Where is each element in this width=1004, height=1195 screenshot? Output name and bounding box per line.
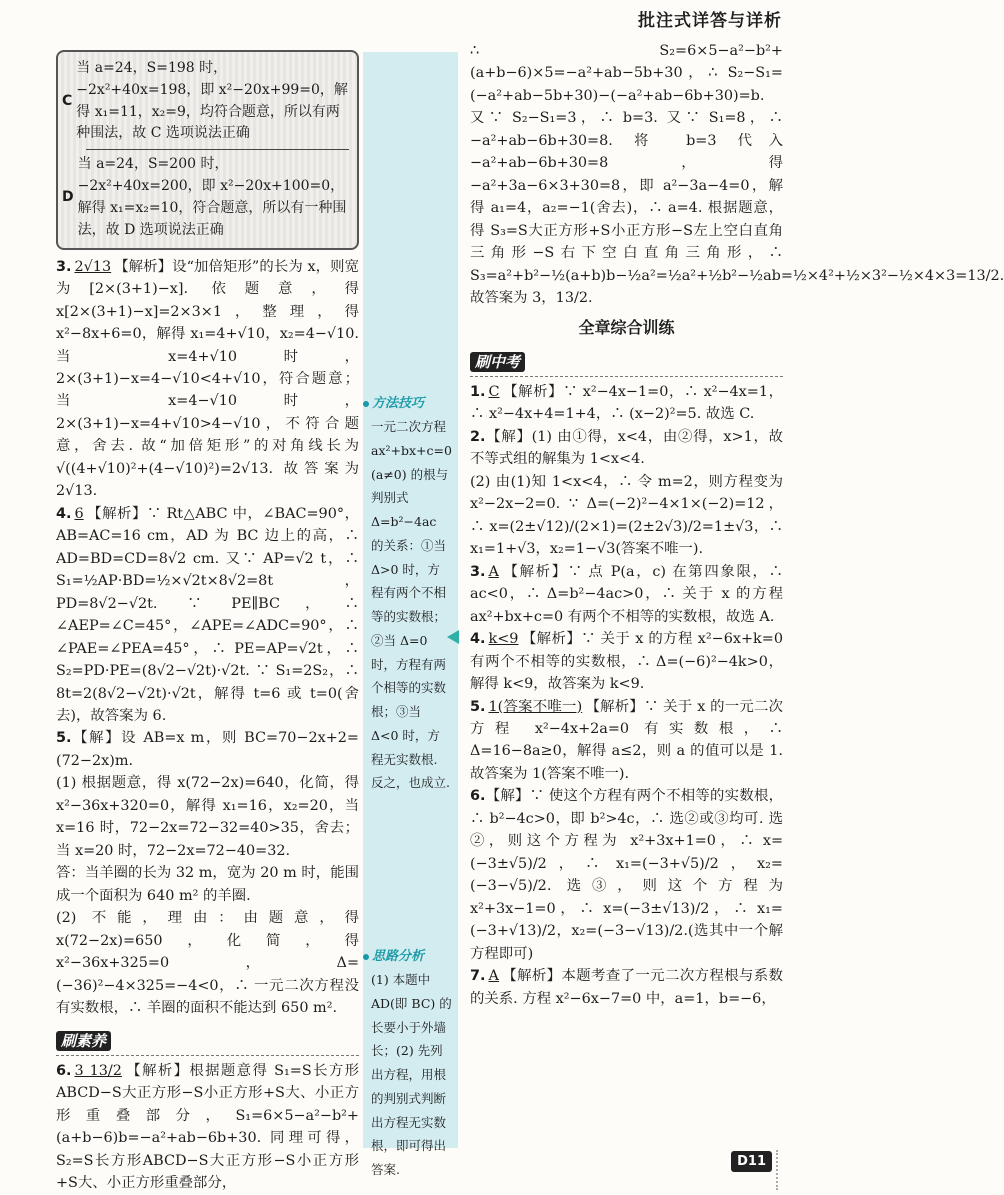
option-text: 当 a=24，S=200 时，−2x²+40x=200，即 x²−20x+100=0，解得 x₁=x₂=10，符合题意，所以有一种围法，故 D 选项说法正确 (77, 156, 347, 238)
answer: 1(答案不唯一) (488, 698, 583, 715)
page-number: D11 (731, 1151, 772, 1172)
dot-icon (363, 401, 369, 407)
item-6: 6. 3 13/2 【解析】根据题意得 S₁=S长方形ABCD−S大正方形−S小正方形+S大、小正方形重叠部分，S₁=6×5−a²−b²+(a+b−6)b=−a²+ab−6b+30. 同理可得，S₂=S长方形ABCD−S大正方形−S小正方形+S大、小正方形重叠部分， (56, 1062, 360, 1192)
section-label: 刷素养 (56, 1030, 359, 1056)
option-text: 当 a=24，S=198 时，−2x²+40x=198，即 x²−20x+99=0，解得 x₁=11，x₂=9，均符合题意，所以有两种围法，故 C 选项说法正确 (76, 60, 348, 142)
answer: 2√13 (74, 258, 112, 275)
answer: C (488, 383, 500, 400)
r-item-2-part2: (2) 由(1)知 1<x<4，∴ 令 m=2，则方程变为 x²−2x−2=0. ∵ Δ=(−2)²−4×1×(−2)=12，∴ x=(2±√12)/(2×1)=(2±2√3)/2=1±√3，∴ x₁=1+√3，x₂=1−√3(答案不唯一). (470, 473, 783, 558)
r-item-6: 6.【解】∵ 使这个方程有两个不相等的实数根，∴ b²−4c>0，即 b²>4c，∴ 选②或③均可. 选②，则这个方程为 x²+3x+1=0，∴ x=(−3±√5)/2，∴ x₁=(−3+√5)/2，x₂=(−3−√5)/2. 选③，则这个方程为 x²+3x−1=0，∴ x=(−3±√13)/2，∴ x₁=(−3+√13)/2，x₂=(−3−√13)/2.(选其中一个解方程即可) (470, 788, 783, 962)
left-column (56, 40, 359, 1195)
r-item-1: 1. C 【解析】∵ x²−4x−1=0，∴ x²−4x=1，∴ x²−4x+4=1+4，∴ (x−2)²=5. 故选 C. (470, 383, 783, 423)
answer: k<9 (488, 631, 519, 648)
page-corner-decoration (776, 1150, 800, 1190)
chapter-title: 全章综合训练 (578, 317, 675, 337)
r-item-5: 5. 1(答案不唯一) 【解析】∵ 关于 x 的一元二次方程 x²−4x+2a=0 有实数根，∴ Δ=16−8a≥0，解得 a≤2，则 a 的值可以是 1. 故答案为 1(答案不唯一). (470, 698, 783, 782)
dot-icon (363, 954, 369, 960)
page-header: 批注式详答与详析 (638, 11, 782, 31)
option-d (62, 149, 349, 241)
pointer-arrow-icon (447, 630, 459, 644)
option-letter: D (62, 189, 74, 206)
item-5: 5.【解】设 AB=x m，则 BC=70−2x+2=(72−2x)m. (56, 730, 359, 769)
answer: A (488, 563, 499, 580)
tip1-text: 一元二次方程 ax²+bx+c=0 (a≠0) 的根与判别式 Δ=b²−4ac 的关系：①当 Δ>0 时，方程有两个不相等的实数根；②当 Δ=0 时，方程有两个相等的实数根；③当 Δ<0 时，方程无实数根. 反之，也成立. (371, 419, 452, 791)
option-box (56, 50, 359, 250)
answer: A (488, 968, 499, 985)
item-4: 4. 6 【解析】∵ Rt△ABC 中，∠BAC=90°，AB=AC=16 cm，AD 为 BC 边上的高，∴ AD=BD=CD=8√2 cm. 又∵ AP=√2 t，∴ S₁=½AP·BD=½×√2t×8√2=8t，PD=8√2−√2t. ∵ PE∥BC，∴ ∠AEP=∠C=45°，∠APE=∠ADC=90°，∴ ∠PAE=∠PEA=45°，∴ PE=AP=√2t，∴ S₂=PD·PE=(8√2−√2t)·√2t. ∵ S₁=2S₂，∴ 8t=2(8√2−√2t)·√2t，解得 t=6 或 t=0(舍去)，故答案为 6. (56, 505, 359, 724)
r-item-3: 3. A 【解析】∵ 点 P(a，c) 在第四象限，∴ ac<0，∴ Δ=b²−4ac>0，∴ 关于 x 的方程 ax²+bx+c=0 有两个不相等的实数根，故选 A. (470, 563, 783, 625)
r-item-4: 4. k<9 【解析】∵ 关于 x 的方程 x²−6x+k=0 有两个不相等的实数根，∴ Δ=(−6)²−4k>0，解得 k<9，故答案为 k<9. (470, 631, 783, 693)
tip2-text: (1) 本题中 AD(即 BC) 的长要小于外墙长；(2) 先列出方程，用根的判别式判断出方程无实数根，即可得出答案. (371, 972, 452, 1177)
item-5-part2: (2) 不能，理由：由题意，得 x(72−2x)=650，化简，得 x²−36x+325=0，Δ=(−36)²−4×325=−4<0，∴ 一元二次方程没有实数根，∴ 羊圈的面积不能达到 650 m². (56, 910, 359, 1017)
tip-thinking (363, 945, 458, 1182)
sidebar-notes (363, 52, 458, 1177)
answer: 3 13/2 (74, 1062, 122, 1079)
option-letter: C (62, 92, 73, 109)
item-3: 3. 2√13 【解析】设“加倍矩形”的长为 x，则宽为[2×(3+1)−x]. 依题意，得 x[2×(3+1)−x]=2×3×1，整理，得 x²−8x+6=0，解得 x₁=4+√10，x₂=4−√10. 当 x=4+√10时，2×(3+1)−x=4−√10<4+√10，符合题意；当 x=4−√10时，2×(3+1)−x=4+√10>4−√10，不符合题意，舍去. 故“加倍矩形”的对角线长为 √((4+√10)²+(4−√10)²)=2√13. 故答案为 2√13. (56, 258, 359, 500)
item-5-answer: 答：当羊圈的长为 32 m，宽为 20 m 时，能围成一个面积为 640 m² 的羊圈. (56, 865, 359, 904)
option-c (62, 58, 349, 145)
tip-method (363, 392, 458, 795)
answer: 6 (74, 505, 84, 522)
item-5-part1: (1) 根据题意，得 x(72−2x)=640，化简，得 x²−36x+320=0，解得 x₁=16，x₂=20，当 x=16 时，72−2x=72−32=40>35，舍去；当 x=20 时，72−2x=72−40=32. (56, 775, 359, 859)
continued-solution: ∴ S₂=6×5−a²−b²+(a+b−6)×5=−a²+ab−5b+30，∴ S₂−S₁=(−a²+ab−5b+30)−(−a²+ab−6b+30)=b. 又∵ S₂−S₁=3，∴ b=3. 又∵ S₁=8，∴ −a²+ab−6b+30=8. 将 b=3 代入 −a²+ab−6b+30=8，得 −a²+3a−6×3+30=8，即 a²−3a−4=0，解得 a₁=4，a₂=−1(舍去)，∴ a=4. 根据题意，得 S₃=S大正方形+S小正方形−S左上空白直角三角形−S右下空白直角三角形，∴ S₃=a²+b²−½(a+b)b−½a²=½a²+½b²−½ab=½×4²+½×3²−½×4×3=13/2. 故答案为 3，13/2. (470, 43, 1004, 307)
tip2-title: 思路分析 (372, 949, 425, 964)
tip1-title: 方法技巧 (372, 396, 425, 411)
right-column (470, 40, 1004, 1010)
r-item-2: 2.【解】(1) 由①得，x<4，由②得，x>1，故不等式组的解集为 1<x<4. (470, 428, 783, 468)
section-label: 刷中考 (470, 351, 783, 377)
r-item-7: 7. A 【解析】本题考查了一元二次方程根与系数的关系. 方程 x²−6x−7=0 中，a=1，b=−6， (470, 968, 783, 1007)
